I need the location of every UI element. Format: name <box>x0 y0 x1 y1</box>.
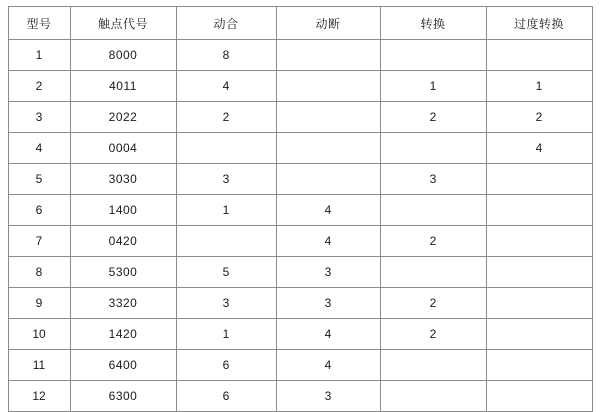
cell-normally-open: 6 <box>176 350 276 381</box>
table-row <box>8 195 592 226</box>
cell-model: 7 <box>8 226 70 257</box>
cell-contact-code: 3030 <box>70 164 176 195</box>
cell-changeover <box>380 350 486 381</box>
cell-transitional-changeover <box>486 319 592 350</box>
cell-model: 5 <box>8 164 70 195</box>
cell-normally-closed: 4 <box>276 350 380 381</box>
cell-transitional-changeover <box>486 350 592 381</box>
cell-normally-open: 4 <box>176 71 276 102</box>
column-header-contact-code: 触点代号 <box>70 7 176 40</box>
cell-normally-closed <box>276 102 380 133</box>
cell-changeover: 3 <box>380 164 486 195</box>
column-header-changeover: 转换 <box>380 7 486 40</box>
table-row <box>8 257 592 288</box>
cell-normally-closed <box>276 71 380 102</box>
cell-contact-code: 3320 <box>70 288 176 319</box>
table-body <box>8 40 592 412</box>
table-row <box>8 319 592 350</box>
cell-transitional-changeover: 1 <box>486 71 592 102</box>
cell-normally-closed: 3 <box>276 288 380 319</box>
cell-transitional-changeover <box>486 257 592 288</box>
cell-normally-open: 8 <box>176 40 276 71</box>
cell-changeover: 2 <box>380 102 486 133</box>
cell-model: 4 <box>8 133 70 164</box>
cell-changeover: 2 <box>380 288 486 319</box>
cell-normally-open: 2 <box>176 102 276 133</box>
cell-normally-open: 3 <box>176 164 276 195</box>
table-row <box>8 71 592 102</box>
cell-model: 10 <box>8 319 70 350</box>
table-row <box>8 102 592 133</box>
column-header-normally-open: 动合 <box>176 7 276 40</box>
cell-changeover: 1 <box>380 71 486 102</box>
table-row <box>8 288 592 319</box>
cell-model: 9 <box>8 288 70 319</box>
cell-contact-code: 6300 <box>70 381 176 412</box>
cell-contact-code: 6400 <box>70 350 176 381</box>
cell-contact-code: 1420 <box>70 319 176 350</box>
table-row <box>8 133 592 164</box>
cell-normally-closed <box>276 133 380 164</box>
column-header-transitional-changeover: 过度转换 <box>486 7 592 40</box>
cell-changeover <box>380 257 486 288</box>
cell-changeover <box>380 133 486 164</box>
cell-contact-code: 0420 <box>70 226 176 257</box>
table-row <box>8 40 592 71</box>
cell-model: 2 <box>8 71 70 102</box>
cell-normally-open <box>176 226 276 257</box>
cell-normally-closed: 4 <box>276 226 380 257</box>
cell-transitional-changeover <box>486 226 592 257</box>
cell-model: 11 <box>8 350 70 381</box>
cell-contact-code: 1400 <box>70 195 176 226</box>
column-header-normally-closed: 动断 <box>276 7 380 40</box>
table-header <box>8 7 592 40</box>
table-row <box>8 350 592 381</box>
cell-normally-closed: 3 <box>276 257 380 288</box>
cell-model: 6 <box>8 195 70 226</box>
cell-transitional-changeover <box>486 195 592 226</box>
cell-transitional-changeover: 2 <box>486 102 592 133</box>
cell-contact-code: 0004 <box>70 133 176 164</box>
cell-normally-open: 6 <box>176 381 276 412</box>
cell-normally-closed: 4 <box>276 319 380 350</box>
cell-normally-open: 1 <box>176 319 276 350</box>
table-header-row <box>8 7 592 40</box>
table-row <box>8 226 592 257</box>
cell-model: 3 <box>8 102 70 133</box>
cell-normally-open: 1 <box>176 195 276 226</box>
table-row <box>8 164 592 195</box>
cell-normally-open: 3 <box>176 288 276 319</box>
cell-changeover <box>380 40 486 71</box>
cell-transitional-changeover <box>486 164 592 195</box>
cell-normally-closed: 3 <box>276 381 380 412</box>
cell-model: 8 <box>8 257 70 288</box>
cell-transitional-changeover <box>486 381 592 412</box>
cell-model: 12 <box>8 381 70 412</box>
contact-spec-table <box>8 6 593 412</box>
cell-contact-code: 2022 <box>70 102 176 133</box>
cell-transitional-changeover: 4 <box>486 133 592 164</box>
cell-normally-closed: 4 <box>276 195 380 226</box>
cell-normally-open: 5 <box>176 257 276 288</box>
cell-changeover: 2 <box>380 226 486 257</box>
table-row <box>8 381 592 412</box>
cell-normally-open <box>176 133 276 164</box>
cell-changeover <box>380 381 486 412</box>
column-header-model: 型号 <box>8 7 70 40</box>
cell-changeover: 2 <box>380 319 486 350</box>
cell-contact-code: 8000 <box>70 40 176 71</box>
cell-normally-closed <box>276 164 380 195</box>
cell-changeover <box>380 195 486 226</box>
cell-contact-code: 4011 <box>70 71 176 102</box>
cell-model: 1 <box>8 40 70 71</box>
cell-contact-code: 5300 <box>70 257 176 288</box>
cell-transitional-changeover <box>486 288 592 319</box>
cell-normally-closed <box>276 40 380 71</box>
cell-transitional-changeover <box>486 40 592 71</box>
